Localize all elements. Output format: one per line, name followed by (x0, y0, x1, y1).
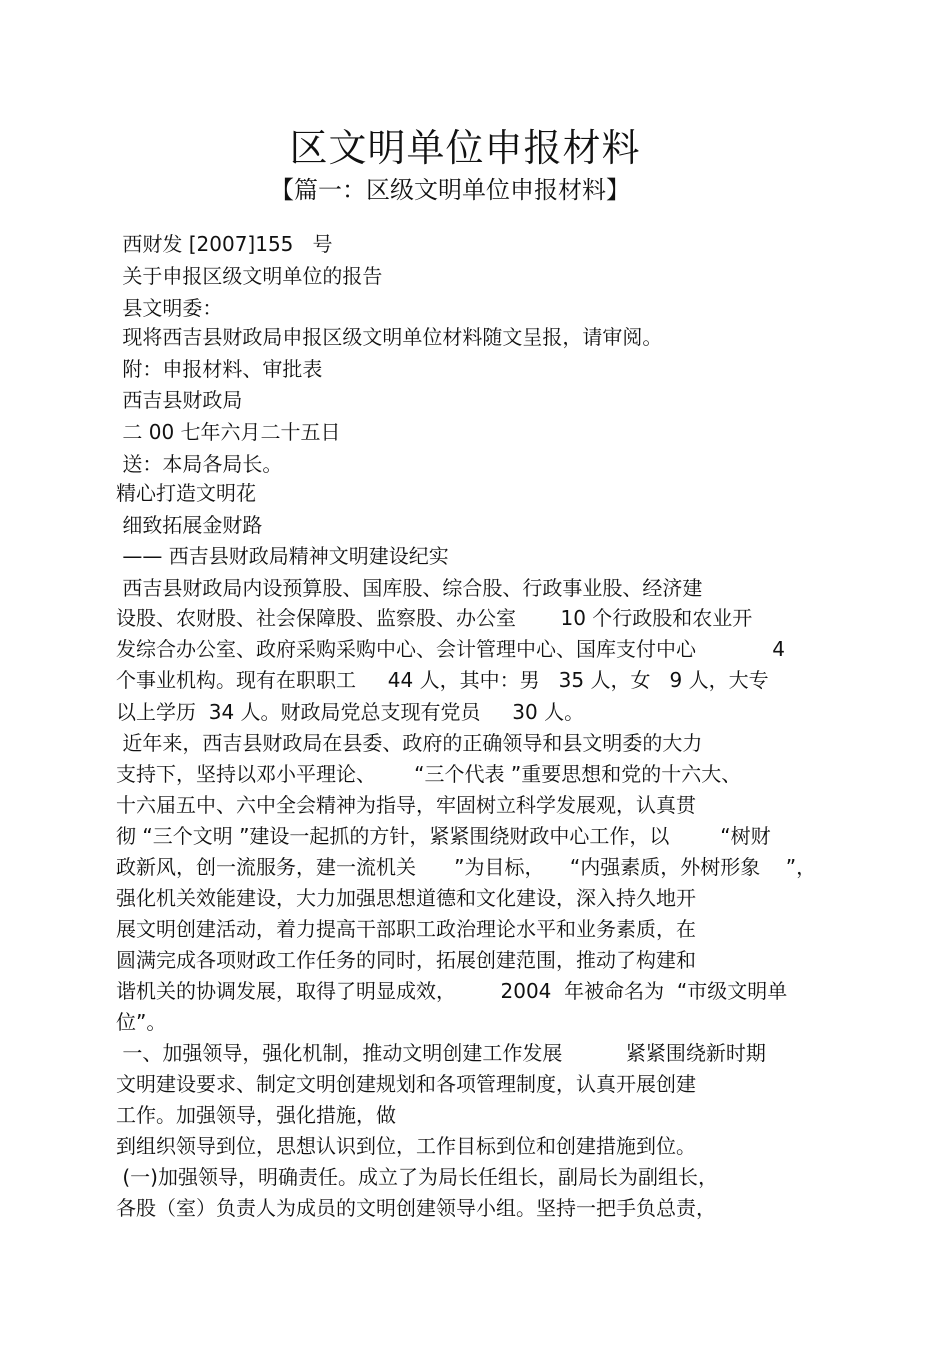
text-line: 一、加强领导，强化机制，推动文明创建工作发展 紧紧围绕新时期 (116, 1041, 766, 1065)
text-line: 展文明创建活动，着力提高干部职工政治理论水平和业务素质，在 (116, 917, 696, 941)
text-line: 西财发 [2007]155 号 (116, 232, 333, 256)
text-line: 强化机关效能建设，大力加强思想道德和文化建设，深入持久地开 (116, 886, 696, 910)
text-line: 关于申报区级文明单位的报告 (116, 264, 383, 288)
text-line: 政新风，创一流服务，建一流机关 ”为目标， “内强素质，外树形象 ”， (116, 855, 817, 879)
text-line: 谐机关的协调发展，取得了明显成效， 2004 年被命名为 “市级文明单 (116, 979, 788, 1003)
document-subtitle: 【篇一：区级文明单位申报材料】 (270, 176, 630, 204)
text-line: 支持下，坚持以邓小平理论、 “三个代表 ”重要思想和党的十六大、 (116, 762, 742, 786)
document-title: 区文明单位申报材料 (289, 126, 641, 170)
text-line: 西吉县财政局内设预算股、国库股、综合股、行政事业股、经济建 (116, 576, 703, 600)
text-line: 位”。 (116, 1010, 167, 1034)
text-line: 彻 “三个文明 ”建设一起抓的方针，紧紧围绕财政中心工作，以 “树财 (116, 824, 771, 848)
text-line: 十六届五中、六中全会精神为指导，牢固树立科学发展观，认真贯 (116, 793, 696, 817)
text-line: 县文明委： (116, 296, 223, 320)
text-line: (一)加强领导，明确责任。成立了为局长任组长，副局长为副组长， (116, 1165, 718, 1189)
text-line: 精心打造文明花 (116, 481, 256, 505)
text-line: 附：申报材料、审批表 (116, 357, 323, 381)
text-line: 个事业机构。现有在职职工 44 人，其中：男 35 人，女 9 人，大专 (116, 668, 769, 692)
text-line: 二 00 七年六月二十五日 (116, 420, 341, 444)
text-line: 送：本局各局长。 (116, 452, 283, 476)
text-line: 发综合办公室、政府采购采购中心、会计管理中心、国库支付中心 4 (116, 637, 786, 661)
text-line: 近年来，西吉县财政局在县委、政府的正确领导和县文明委的大力 (116, 731, 703, 755)
text-line: 细致拓展金财路 (116, 513, 263, 537)
text-line: 文明建设要求、制定文明创建规划和各项管理制度，认真开展创建 (116, 1072, 696, 1096)
text-line: 圆满完成各项财政工作任务的同时，拓展创建范围，推动了构建和 (116, 948, 696, 972)
text-line: 到组织领导到位，思想认识到位，工作目标到位和创建措施到位。 (116, 1134, 696, 1158)
text-line: 现将西吉县财政局申报区级文明单位材料随文呈报，请审阅。 (116, 325, 663, 349)
text-line: 以上学历 34 人。财政局党总支现有党员 30 人。 (116, 700, 585, 724)
text-line: 各股（室）负责人为成员的文明创建领导小组。坚持一把手负总责， (116, 1196, 716, 1220)
text-line: 设股、农财股、社会保障股、监察股、办公室 10 个行政股和农业开 (116, 606, 753, 630)
text-line: 工作。加强领导，强化措施，做 (116, 1103, 396, 1127)
text-line: 西吉县财政局 (116, 388, 243, 412)
text-line: —— 西吉县财政局精神文明建设纪实 (116, 544, 449, 568)
